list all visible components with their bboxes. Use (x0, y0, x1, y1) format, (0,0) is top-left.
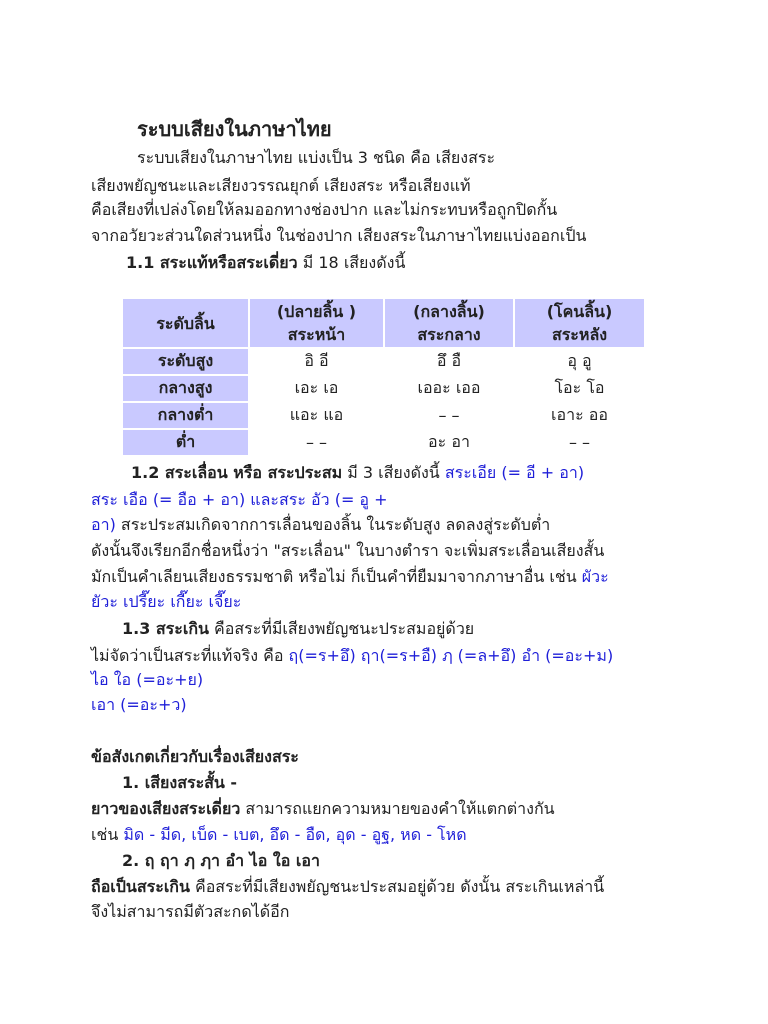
section-1-3-line-1 (122, 618, 474, 640)
diphthong-ua-end: อา) (91, 515, 116, 534)
table-cell: – – (568, 433, 591, 452)
table-header-cell: (กลางลิ้น) สระกลาง (385, 299, 513, 347)
section-1-2-count: มี 3 เสียงดังนี้ (342, 463, 445, 482)
vowel-table (121, 297, 646, 457)
table-cell: โอะ โอ (554, 378, 605, 397)
table-cell: – – (305, 433, 328, 452)
section-1-2-line-5 (91, 566, 609, 588)
section-1-3-title: 1.3 สระเกิน (122, 619, 209, 638)
section-1-2-line-5-text: มักเป็นคำเลียนเสียงธรรมชาติ หรือไม่ ก็เป็นคำที่ยืมมาจากภาษาอื่น เช่น (91, 567, 582, 586)
note-1-examples: มิด - มีด, เบ็ด - เบต, อึด - อืด, อุด - อูฐ, หด - โหด (123, 825, 467, 844)
section-1-1-heading (126, 252, 405, 274)
section-1-2-explain: สระประสมเกิดจากการเลื่อนของลิ้น ในระดับสูง ลดลงสู่ระดับต่ำ (115, 515, 551, 534)
intro-line-4: จากอวัยวะส่วนใดส่วนหนึ่ง ในช่องปาก เสียงสระในภาษาไทยแบ่งออกเป็น (91, 226, 587, 245)
table-header-cell: (ปลายลิ้น ) สระหน้า (250, 299, 383, 347)
table-cell: อุ อู (567, 351, 592, 370)
table-row (123, 430, 644, 455)
note-1-bold: ยาวของเสียงสระเดี่ยว (91, 799, 241, 818)
section-1-1-count: มี 18 เสียงดังนี้ (297, 253, 406, 272)
section-1-2-line-4: ดังนั้นจึงเรียกอีกชื่อหนึ่งว่า "สระเลื่อน" ในบางตำรา จะเพิ่มสระเลื่อนเสียงสั้น (91, 541, 605, 560)
note-1-example-label: เช่น (91, 825, 124, 844)
section-1-3-line-2-text: ไม่จัดว่าเป็นสระที่แท้จริง คือ (91, 646, 289, 665)
note-2-desc: คือสระที่มีเสียงพยัญชนะประสมอยู่ด้วย ดังนั้น สระเกินเหล่านี้ (189, 877, 605, 896)
sara-koen-list: ฤ(=ร+อึ) ฤา(=ร+อื) ฦ (=ล+อึ) อำ (=อะ+ม) (288, 646, 614, 665)
intro-line-2: เสียงพยัญชนะและเสียงวรรณยุกต์ เสียงสระ หรือเสียงแท้ (91, 176, 471, 195)
row-header-cell: กลางต่ำ (123, 403, 248, 428)
table-cell: – – (438, 406, 460, 425)
section-1-2-line-3 (91, 514, 550, 536)
row-header-cell: ระดับสูง (123, 349, 248, 374)
section-1-1-title: 1.1 สระแท้หรือสระเดี่ยว (126, 253, 298, 272)
table-row (123, 403, 644, 428)
notes-heading: ข้อสังเกตเกี่ยวกับเรื่องเสียงสระ (91, 747, 299, 766)
section-1-3-line-3: ไอ ใอ (=อะ+ย) (91, 670, 204, 689)
section-1-3-line-4: เอา (=อะ+ว) (91, 695, 187, 714)
table-cell: เอาะ ออ (551, 405, 608, 424)
note-2-line-2 (91, 876, 604, 898)
section-1-2-examples: ยัวะ เปรี๊ยะ เกี๊ยะ เจี๊ยะ (91, 592, 242, 611)
intro-line-3: คือเสียงที่เปล่งโดยให้ลมออกทางช่องปาก และไม่กระทบหรือถูกปิดกั้น (91, 200, 558, 219)
section-1-2-title: 1.2 สระเลื่อน หรือ สระประสม (131, 463, 343, 482)
table-row (123, 376, 644, 401)
row-header-cell: กลางสูง (123, 376, 248, 401)
table-cell: แอะ แอ (289, 405, 344, 424)
table-cell: อิ อี (304, 351, 329, 370)
section-1-2-line-1 (131, 462, 584, 484)
table-header-cell: (โคนลิ้น) สระหลัง (515, 299, 644, 347)
note-2-line-3: จึงไม่สามารถมีตัวสะกดได้อีก (91, 902, 290, 921)
table-cell: อึ อื (436, 351, 462, 370)
note-1-desc: สามารถแยกความหมายของคำให้แตกต่างกัน (240, 799, 555, 818)
table-row (123, 349, 644, 374)
page-title: ระบบเสียงในภาษาไทย (137, 117, 332, 141)
table-header-cell: ระดับลิ้น (123, 299, 248, 347)
table-cell: เออะ เออ (417, 378, 481, 397)
table-cell: อะ อา (428, 432, 470, 451)
diphthong-ia: สระเอีย (= อี + อา) (444, 463, 585, 482)
note-2-bold: ถือเป็นสระเกิน (91, 877, 190, 896)
table-cell: เอะ เอ (294, 378, 339, 397)
section-1-3-desc: คือสระที่มีเสียงพยัญชนะประสมอยู่ด้วย (208, 619, 475, 638)
row-header-cell: ต่ำ (123, 430, 248, 455)
note-1-line-3 (91, 824, 467, 846)
note-1-line-2 (91, 798, 555, 820)
note-1-heading: 1. เสียงสระสั้น - (122, 773, 238, 792)
section-1-2-line-2: สระ เอือ (= อือ + อา) และสระ อัว (= อู + (91, 490, 388, 509)
example-word: ผัวะ (581, 567, 609, 586)
section-1-3-line-2 (91, 645, 613, 667)
intro-line-1: ระบบเสียงในภาษาไทย แบ่งเป็น 3 ชนิด คือ เสียงสระ (137, 148, 496, 167)
note-2-heading: 2. ฤ ฤา ฦ ฦา อำ ไอ ใอ เอา (122, 851, 320, 870)
table-header-row (123, 299, 644, 347)
